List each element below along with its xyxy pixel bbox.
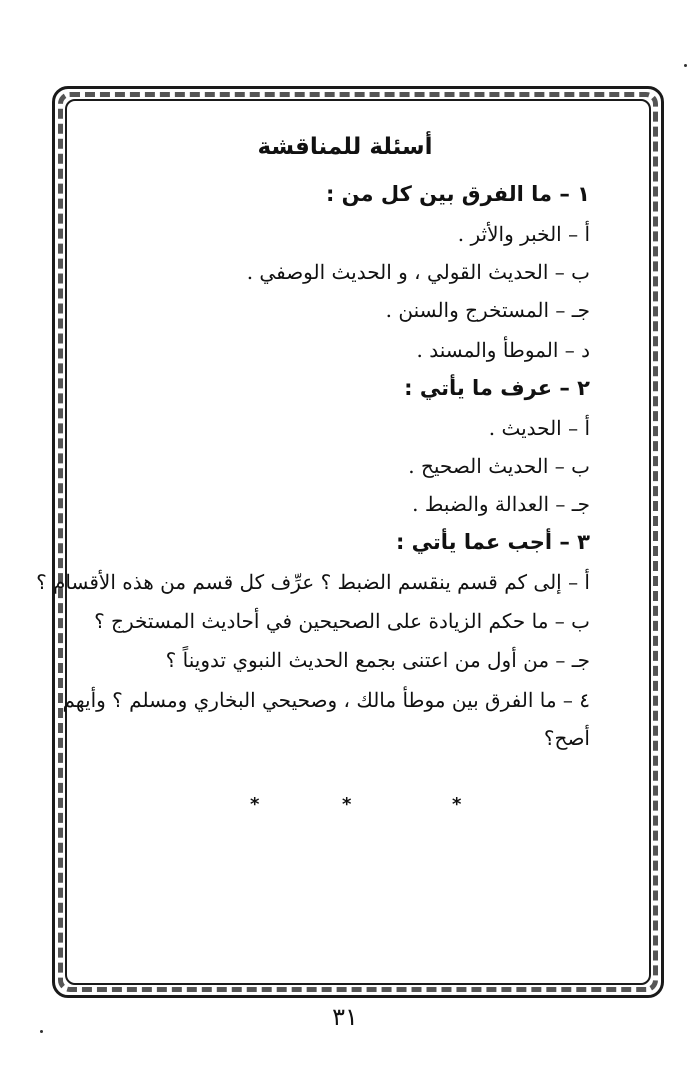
question-3-item-c: جـ – من أول من اعتنى بجمع الحديث النبوي تدويناً ؟ <box>165 648 590 672</box>
question-2-item-c: جـ – العدالة والضبط . <box>412 492 590 516</box>
page-number: ٣١ <box>332 1003 358 1031</box>
separator-star: * <box>342 794 352 815</box>
question-2-item-b: ب – الحديث الصحيح . <box>408 454 590 478</box>
separator-stars <box>0 794 690 818</box>
question-2-item-a: أ – الحديث . <box>488 416 590 440</box>
section-title: أسئلة للمناقشة <box>257 134 433 160</box>
separator-star: * <box>250 794 260 815</box>
scan-speck <box>40 1030 43 1033</box>
question-4-continuation: أصح؟ <box>543 726 590 750</box>
question-3-item-a: أ – إلى كم قسم ينقسم الضبط ؟ عرِّف كل قسم من هذه الأقسام ؟ <box>36 570 590 594</box>
question-1-item-d: د – الموطأ والمسند . <box>416 338 590 362</box>
separator-star: * <box>452 794 462 815</box>
question-1-item-b: ب – الحديث القولي ، و الحديث الوصفي . <box>246 260 590 284</box>
scan-speck <box>684 64 687 67</box>
question-3: ٣ – أجب عما يأتي : <box>395 530 590 554</box>
question-1-item-a: أ – الخبر والأثر . <box>457 222 590 246</box>
question-3-item-b: ب – ما حكم الزيادة على الصحيحين في أحاديث المستخرج ؟ <box>94 609 590 633</box>
question-4: ٤ – ما الفرق بين موطأ مالك ، وصحيحي البخاري ومسلم ؟ وأيهم <box>62 688 590 712</box>
question-2: ٢ – عرف ما يأتي : <box>404 376 590 400</box>
question-1-item-c: جـ – المستخرج والسنن . <box>385 298 590 322</box>
question-1: ١ – ما الفرق بين كل من : <box>325 182 590 206</box>
